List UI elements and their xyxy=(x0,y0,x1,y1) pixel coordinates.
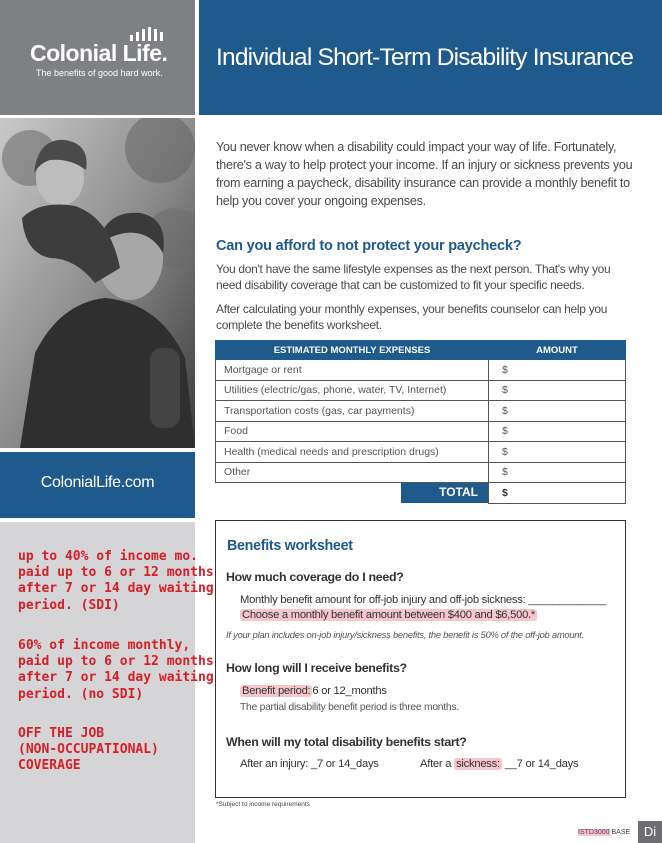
website-link[interactable]: ColonialLife.com xyxy=(40,474,155,491)
afford-paragraph-2: After calculating your monthly expenses, your benefits counselor can help you complete the benefits worksheet. xyxy=(216,302,608,332)
column-header-amount: AMOUNT xyxy=(489,341,626,360)
note-no-sdi: 60% of income monthly, paid up to 6 or 12 months after 7 or 14 day waiting period. (no SDI) xyxy=(18,638,214,702)
table-row xyxy=(216,462,626,483)
footnote: *Subject to income requirements xyxy=(216,801,310,808)
corner-tag: Di xyxy=(638,821,662,843)
expense-label: Utilities (electric/gas, phone, water, TV, Internet) xyxy=(216,380,489,401)
amount-field[interactable]: $ xyxy=(489,462,626,483)
expense-label: Transportation costs (gas, car payments) xyxy=(216,401,489,422)
total-label: TOTAL xyxy=(401,483,489,503)
benefit-period-label: Benefit period: xyxy=(242,685,311,697)
table-row xyxy=(216,401,626,422)
expense-label: Health (medical needs and prescription drugs) xyxy=(216,442,489,463)
amount-field[interactable]: $ xyxy=(489,421,626,442)
form-code: ISTD3000 BASE xyxy=(578,829,631,836)
injury-waiting-period[interactable]: After an injury: _7 or 14_days xyxy=(240,758,379,770)
intro-paragraph: You never know when a disability could impact your way of life. Fortunately, there's a way to help protect your income. If an injury or sickness prevents you from earning a paycheck, disability insurance can provide a monthly benefit to help you cover your ongoing expenses. xyxy=(216,140,633,208)
page-title: Individual Short-Term Disability Insurance xyxy=(216,44,634,71)
benefit-amount-line[interactable]: Monthly benefit amount for off-job injury and off-job sickness: _____________ xyxy=(240,594,606,606)
expense-label: Mortgage or rent xyxy=(216,360,489,381)
expense-label: Food xyxy=(216,421,489,442)
note-sdi: up to 40% of income mo. paid up to 6 or 12 months after 7 or 14 day waiting period. (SDI) xyxy=(18,549,214,613)
amount-field[interactable]: $ xyxy=(489,442,626,463)
logo-tagline: The benefits of good hard work. xyxy=(36,68,163,78)
logo-mark-icon xyxy=(128,27,168,41)
question-coverage: How much coverage do I need? xyxy=(226,570,404,584)
afford-heading: Can you afford to not protect your paycheck? xyxy=(216,238,522,254)
on-job-note: If your plan includes on-job injury/sickness benefits, the benefit is 50% of the off-job amount. xyxy=(226,629,584,640)
logo-name: Colonial Life. xyxy=(30,40,168,66)
amount-field[interactable]: $ xyxy=(489,380,626,401)
partial-disability-note: The partial disability benefit period is three months. xyxy=(240,702,459,713)
table-row xyxy=(216,360,626,381)
afford-paragraph-1: You don't have the same lifestyle expenses as the next person. That's why you need disability coverage that can be customized to fit your specific needs. xyxy=(216,262,611,292)
question-duration: How long will I receive benefits? xyxy=(226,661,407,675)
benefits-worksheet xyxy=(215,520,626,798)
table-row xyxy=(216,421,626,442)
worksheet-title: Benefits worksheet xyxy=(227,538,353,554)
benefit-period-value[interactable]: 6 or 12_months xyxy=(312,685,387,697)
total-amount-field[interactable]: $ xyxy=(489,483,626,504)
column-header-expense: ESTIMATED MONTHLY EXPENSES xyxy=(216,341,489,360)
total-row xyxy=(216,483,626,504)
note-off-job: OFF THE JOB (NON-OCCUPATIONAL) COVERAGE xyxy=(18,726,159,774)
table-row xyxy=(216,380,626,401)
benefit-amount-range: Choose a monthly benefit amount between $400 and $6,500.* xyxy=(242,609,536,621)
table-row xyxy=(216,442,626,463)
expense-label: Other xyxy=(216,462,489,483)
father-child-photo xyxy=(0,118,195,448)
question-start: When will my total disability benefits start? xyxy=(226,735,467,749)
sickness-waiting-period[interactable]: After a sickness: __7 or 14_days xyxy=(420,758,579,770)
amount-field[interactable]: $ xyxy=(489,360,626,381)
amount-field[interactable]: $ xyxy=(489,401,626,422)
expenses-table xyxy=(215,340,626,504)
